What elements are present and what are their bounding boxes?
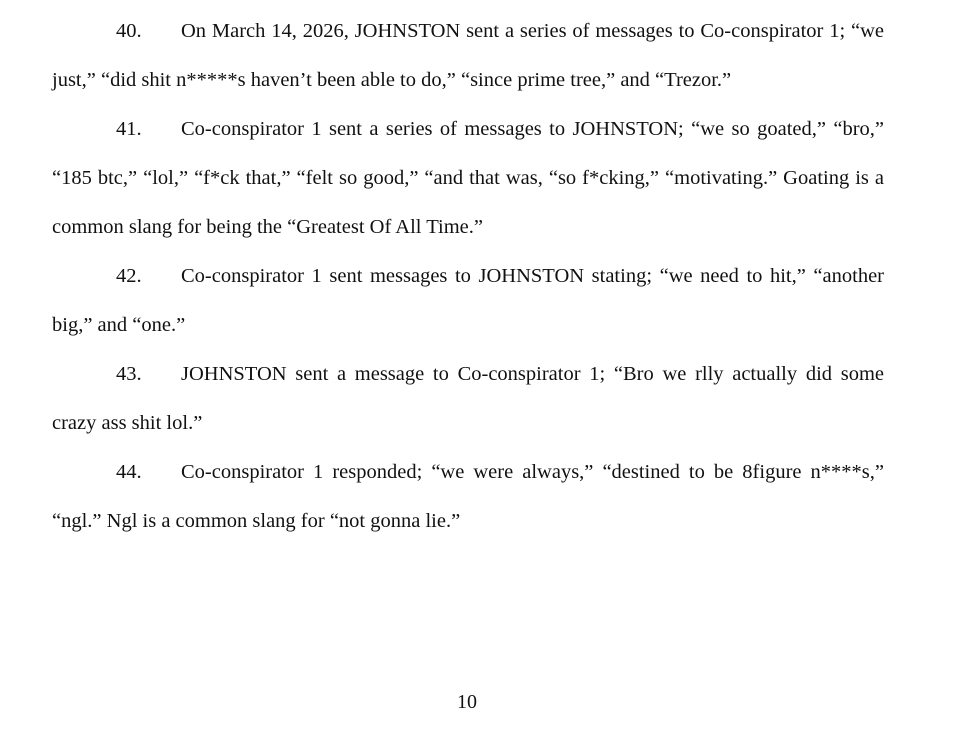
paragraph-text: Co-conspirator 1 sent a series of messages to JOHNSTON; “we so goated,” “bro,” “185 btc,” “lol,” “f*ck that,” “felt so good,” “and that was, “so f*cking,” “motivating.” Goating is a common slang for being the “Greatest Of All Time.” — [52, 118, 884, 238]
paragraph-42: 42. Co-conspirator 1 sent messages to JOHNSTON stating; “we need to hit,” “another big,” and “one.” — [52, 265, 884, 336]
paragraph-text: On March 14, 2026, JOHNSTON sent a series of messages to Co-conspirator 1; “we just,” “did shit n*****s haven’t been able to do,” “since prime tree,” and “Trezor.” — [52, 20, 884, 91]
paragraph-text: JOHNSTON sent a message to Co-conspirator 1; “Bro we rlly actually did some crazy ass shit lol.” — [52, 363, 884, 434]
paragraph-41: 41. Co-conspirator 1 sent a series of messages to JOHNSTON; “we so goated,” “bro,” “185 btc,” “lol,” “f*ck that,” “felt so good,” “and that was, “so f*cking,” “motivating.” Goating is a common slang for being the “Greatest Of All Time.” — [52, 118, 884, 238]
paragraph-44: 44. Co-conspirator 1 responded; “we were always,” “destined to be 8figure n****s,” “ngl.” Ngl is a common slang for “not gonna lie.” — [52, 461, 884, 532]
paragraph-43: 43. JOHNSTON sent a message to Co-conspirator 1; “Bro we rlly actually did some crazy ass shit lol.” — [52, 363, 884, 434]
paragraph-text: Co-conspirator 1 responded; “we were always,” “destined to be 8figure n****s,” “ngl.” Ngl is a common slang for “not gonna lie.” — [52, 461, 884, 532]
page-number: 10 — [457, 691, 477, 713]
paragraph-text: Co-conspirator 1 sent messages to JOHNSTON stating; “we need to hit,” “another big,” and “one.” — [52, 265, 884, 336]
paragraph-40: 40. On March 14, 2026, JOHNSTON sent a series of messages to Co-conspirator 1; “we just,” “did shit n*****s haven’t been able to do,” “since prime tree,” and “Trezor.” — [52, 20, 884, 91]
